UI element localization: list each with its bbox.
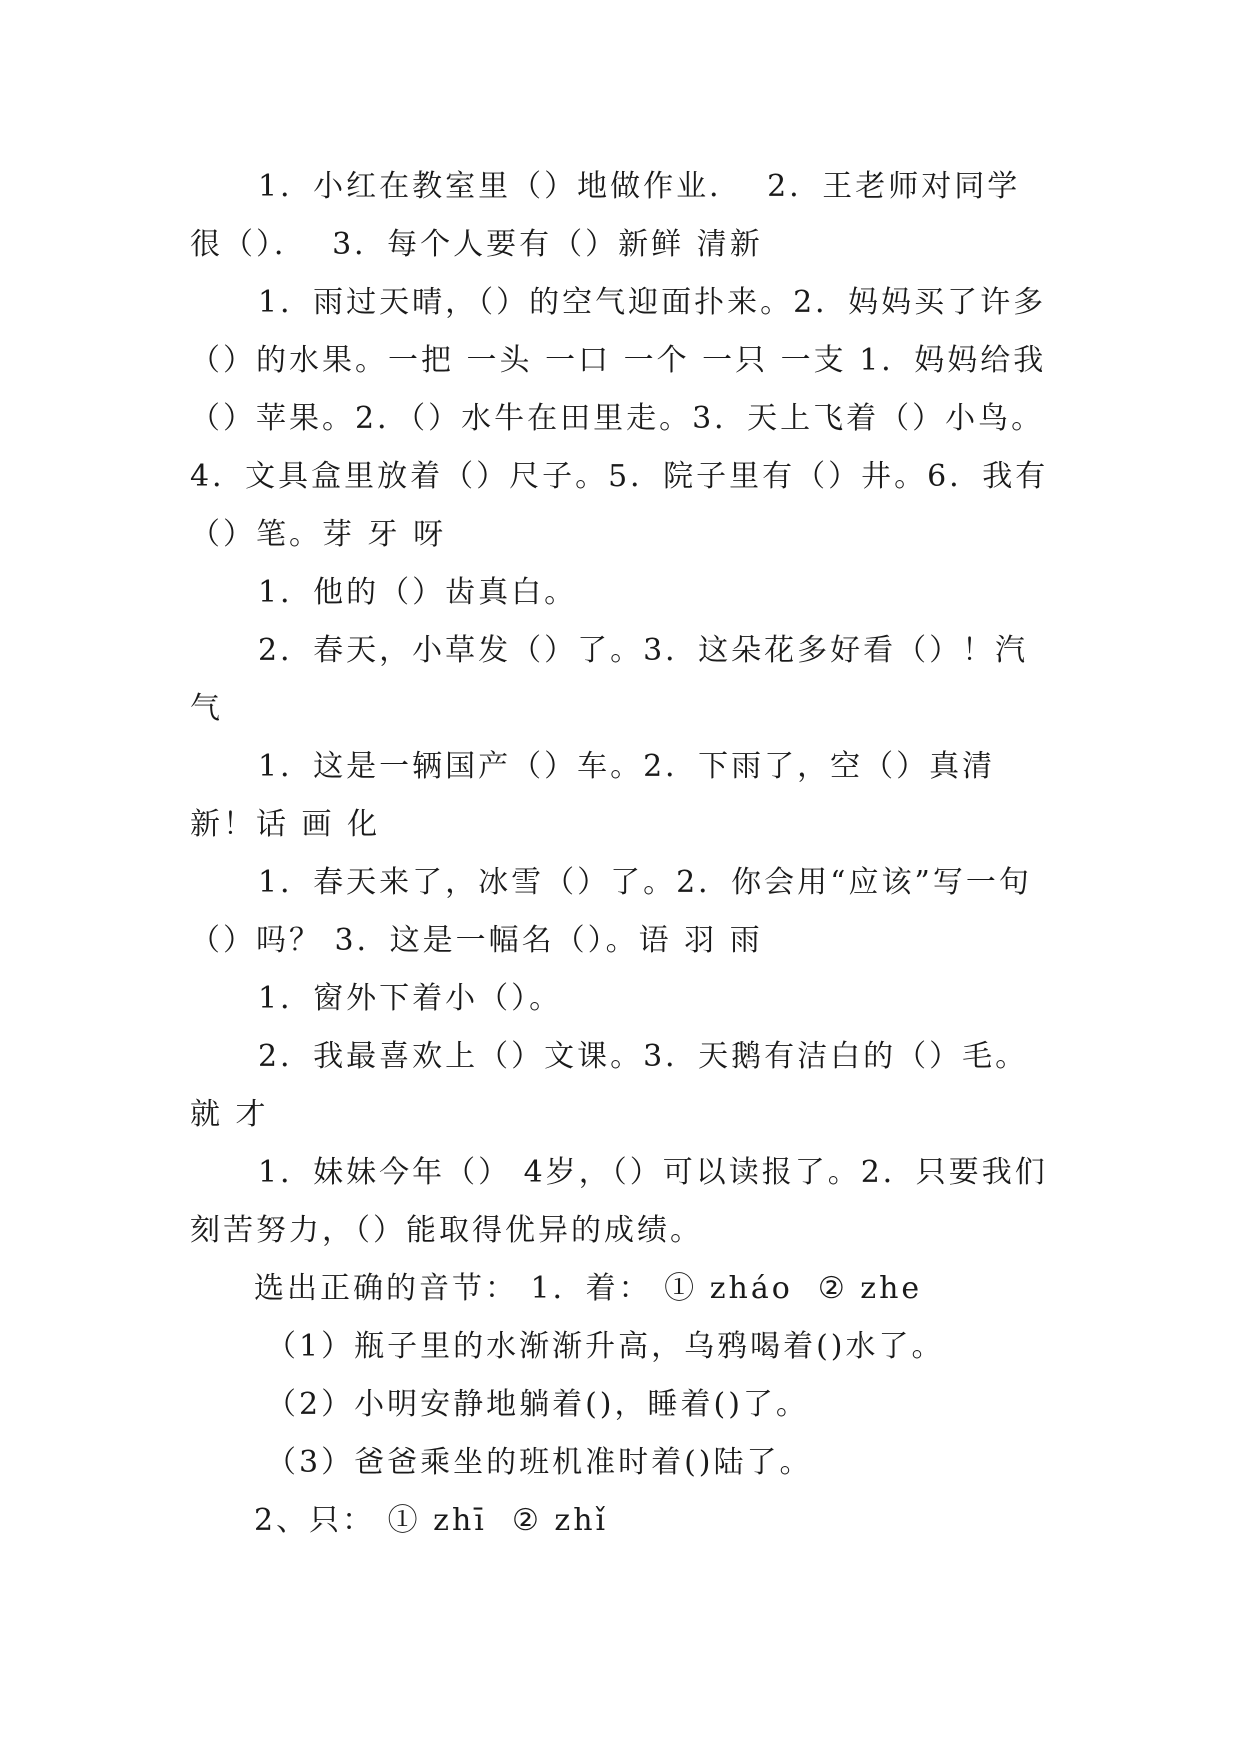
paragraph-14: 2、只： ① zhī ② zhǐ <box>254 1503 609 1538</box>
paragraph-12: （2）小明安静地躺着()，睡着()了。 <box>266 1387 809 1422</box>
paragraph-7: 1．窗外下着小（）。 <box>258 981 563 1016</box>
paragraph-9: 1．妹妹今年（） 4岁，（）可以读报了。2．只要我们刻苦努力，（）能取得优异的成绩。 <box>190 1155 1048 1248</box>
paragraph-4: 2．春天，小草发（）了。3．这朵花多好看（）！汽 气 <box>190 633 1041 726</box>
paragraph-11: （1）瓶子里的水渐渐升高，乌鸦喝着()水了。 <box>266 1329 945 1364</box>
paragraph-3: 1．他的（）齿真白。 <box>258 575 578 610</box>
paragraph-13: （3）爸爸乘坐的班机准时着()陆了。 <box>266 1445 813 1480</box>
document-body <box>190 158 1050 1550</box>
paragraph-2: 1．雨过天晴，（）的空气迎面扑来。2．妈妈买了许多（）的水果。一把 一头 一口 一个 一只 一支 1．妈妈给我（）苹果。2．（）水牛在田里走。3．天上飞着（）小鸟。4．文具盒里放着（）尺子。5．院子里有（）井。6．我有（）笔。芽 牙 呀 <box>190 285 1049 552</box>
paragraph-10: 选出正确的音节： 1．着： ① zháo ② zhe <box>254 1271 923 1306</box>
paragraph-6: 1．春天来了，冰雪（）了。2．你会用“应该”写一句（）吗？ 3．这是一幅名（）。语 羽 雨 <box>190 865 1032 958</box>
paragraph-8: 2．我最喜欢上（）文课。3．天鹅有洁白的（）毛。就 才 <box>190 1039 1029 1132</box>
paragraph-1: 1．小红在教室里（）地做作业． 2．王老师对同学很（）． 3．每个人要有（）新鲜 清新 <box>190 169 1021 262</box>
paragraph-5: 1．这是一辆国产（）车。2．下雨了，空（）真清新！话 画 化 <box>190 749 996 842</box>
